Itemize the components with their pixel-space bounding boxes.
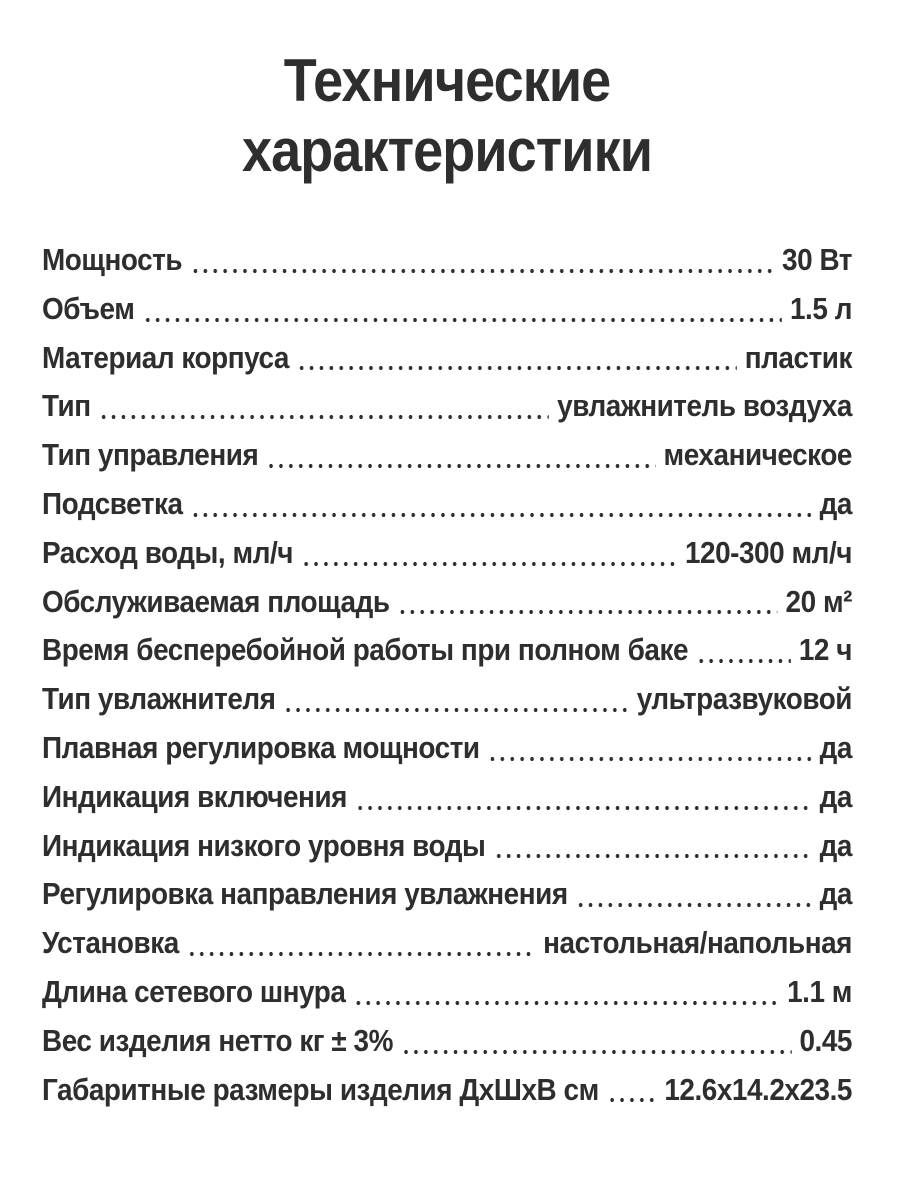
spec-label: Габаритные размеры изделия ДхШхВ см xyxy=(42,1071,599,1107)
spec-row xyxy=(42,285,852,334)
spec-row xyxy=(42,382,852,431)
spec-value: да xyxy=(819,485,852,521)
spec-label: Расход воды, мл/ч xyxy=(42,534,294,570)
dot-leader xyxy=(297,366,737,370)
spec-row xyxy=(42,822,852,871)
dot-leader xyxy=(576,903,812,907)
spec-value: пластик xyxy=(744,339,852,375)
spec-label: Мощность xyxy=(42,242,183,277)
spec-row xyxy=(42,675,852,724)
spec-value: 12 ч xyxy=(798,632,852,668)
dot-leader xyxy=(355,806,811,810)
dot-leader xyxy=(401,1050,791,1054)
spec-value: да xyxy=(819,876,852,912)
spec-value: увлажнитель воздуха xyxy=(557,388,852,424)
spec-row xyxy=(42,870,852,919)
dot-leader xyxy=(99,415,549,419)
dot-leader xyxy=(696,659,791,663)
spec-row xyxy=(42,529,852,578)
page-title-line-1: Технические xyxy=(283,47,611,114)
spec-value: 120-300 мл/ч xyxy=(684,534,852,570)
spec-value: 0.45 xyxy=(799,1022,852,1058)
spec-label: Материал корпуса xyxy=(42,339,289,375)
dot-leader xyxy=(301,562,677,566)
spec-row xyxy=(42,968,852,1017)
spec-label: Тип xyxy=(42,388,91,424)
dot-leader xyxy=(493,854,811,858)
spec-label: Тип управления xyxy=(42,437,259,473)
dot-leader xyxy=(191,513,812,517)
spec-row xyxy=(42,334,852,383)
spec-label: Длина сетевого шнура xyxy=(42,973,346,1009)
spec-label: Плавная регулировка мощности xyxy=(42,729,480,765)
dot-leader xyxy=(607,1098,656,1102)
dot-leader xyxy=(488,757,812,761)
spec-row xyxy=(42,236,852,285)
spec-row xyxy=(42,773,852,822)
spec-row xyxy=(42,480,852,529)
spec-row xyxy=(42,724,852,773)
spec-label: Обслуживаемая площадь xyxy=(42,583,390,619)
spec-row xyxy=(42,626,852,675)
dot-leader xyxy=(354,1001,779,1005)
dot-leader xyxy=(398,610,778,614)
spec-row xyxy=(42,919,852,968)
spec-label: Индикация включения xyxy=(42,778,347,814)
spec-value: 20 м² xyxy=(785,583,852,619)
spec-label: Регулировка направления увлажнения xyxy=(42,876,568,912)
spec-value: да xyxy=(819,827,852,863)
spec-label: Установка xyxy=(42,925,179,961)
spec-label: Вес изделия нетто кг ± 3% xyxy=(42,1022,393,1058)
spec-row xyxy=(42,1066,852,1115)
page-title xyxy=(83,46,812,186)
spec-label: Тип увлажнителя xyxy=(42,681,276,717)
dot-leader xyxy=(266,464,655,468)
spec-label: Объем xyxy=(42,290,135,326)
spec-value: ультразвуковой xyxy=(636,681,852,717)
dot-leader xyxy=(284,708,629,712)
dot-leader xyxy=(143,318,782,322)
spec-label: Подсветка xyxy=(42,485,183,521)
spec-value: настольная/напольная xyxy=(543,925,852,961)
dot-leader xyxy=(190,269,774,273)
spec-value: 1.1 м xyxy=(787,973,852,1009)
spec-label: Время бесперебойной работы при полном баке xyxy=(42,632,689,668)
spec-value: 30 Вт xyxy=(782,242,852,277)
spec-list xyxy=(42,236,852,1114)
spec-row xyxy=(42,578,852,627)
spec-row xyxy=(42,431,852,480)
spec-value: 1.5 л xyxy=(789,290,852,326)
dot-leader xyxy=(187,952,535,956)
spec-value: да xyxy=(819,778,852,814)
spec-value: механическое xyxy=(663,437,852,473)
page-title-line-2: характеристики xyxy=(241,117,653,184)
spec-row xyxy=(42,1017,852,1066)
spec-value: да xyxy=(819,729,852,765)
spec-label: Индикация низкого уровня воды xyxy=(42,827,486,863)
spec-value: 12.6х14.2х23.5 xyxy=(664,1071,852,1107)
